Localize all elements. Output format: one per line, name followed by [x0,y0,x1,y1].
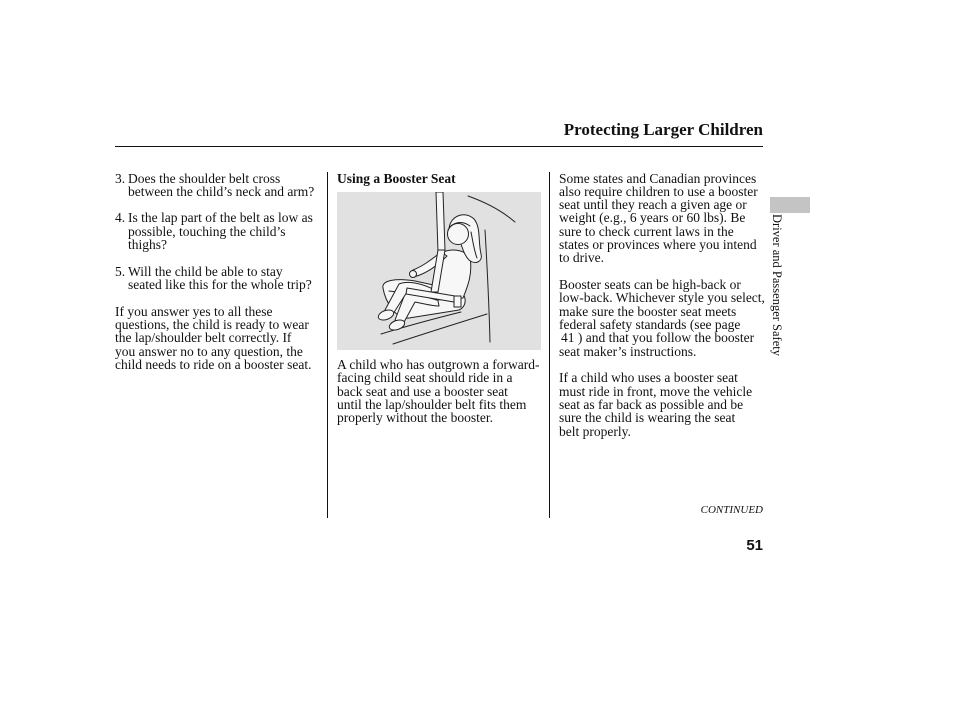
text-line: sure the child is wearing the seat [559,410,736,426]
text-line: sure to check current laws in the [559,223,734,239]
text-line: Will the child be able to stay [128,263,283,279]
text-line: states or provinces where you intend [559,237,757,253]
question-item [115,211,320,251]
booster-seat-illustration [337,192,541,350]
page-number: 51 [746,537,763,554]
text-line: facing child seat should ride in a [337,370,513,386]
question-item [115,172,320,199]
text-line: Some states and Canadian provinces [559,170,757,186]
question-item [115,265,320,292]
text-line: make sure the booster seat meets [559,303,737,319]
text-line: Does the shoulder belt cross [128,170,281,186]
booster-paragraph [337,358,542,425]
text-line: If a child who uses a booster seat [559,370,738,386]
question-number: 3. [115,170,126,186]
text-line: possible, touching the child’s [128,223,286,239]
child-hand [410,271,417,278]
text-line: seat maker’s instructions. [559,343,697,359]
text-line: Booster seats can be high-back or [559,277,741,293]
left-column [115,172,320,385]
text-line: thighs? [128,237,167,253]
seat-belt-buckle [454,296,461,307]
text-line: federal safety standards (see page [559,317,741,333]
text-line: weight (e.g., 6 years or 60 lbs). Be [559,210,746,226]
text-line: seat as far back as possible and be [559,397,744,413]
text-line: belt properly. [559,423,631,439]
front-seat-paragraph [559,371,765,438]
text-line: to drive. [559,250,604,266]
text-line: A child who has outgrown a forward- [337,357,540,373]
column-divider-right [549,172,550,518]
header-rule [115,146,763,147]
question-number: 5. [115,263,126,279]
text-line: properly without the booster. [337,410,493,426]
right-column [559,172,765,452]
page-reference-line: 41 ) and that you follow the booster [561,330,755,346]
text-line: seat until they reach a given age or [559,197,747,213]
summary-paragraph [115,305,320,372]
text-line: low-back. Whichever style you select, [559,290,765,306]
shoulder-belt-upper [436,192,445,252]
middle-column-text [337,358,542,438]
text-line: must ride in front, move the vehicle [559,383,753,399]
laws-paragraph [559,172,765,265]
text-line: the lap/shoulder belt correctly. If [115,330,292,346]
text-line: you answer no to any question, the [115,343,303,359]
text-line: If you answer yes to all these [115,303,273,319]
text-line: seated like this for the whole trip? [128,277,312,293]
question-number: 4. [115,210,126,226]
text-line: child needs to ride on a booster seat. [115,357,312,373]
page-title: Protecting Larger Children [563,120,763,139]
column-divider-left [327,172,328,518]
booster-types-paragraph [559,278,765,358]
section-tab-label: Driver and Passenger Safety [770,214,784,356]
text-line: Is the lap part of the belt as low as [128,210,313,226]
section-tab-marker [770,197,810,213]
text-line: until the lap/shoulder belt fits them [337,397,527,413]
text-line: back seat and use a booster seat [337,383,508,399]
text-line: between the child’s neck and arm? [128,183,315,199]
continued-label: CONTINUED [700,504,763,516]
text-line: questions, the child is ready to wear [115,317,309,333]
section-heading: Using a Booster Seat [337,170,456,186]
text-line: also require children to use a booster [559,183,758,199]
